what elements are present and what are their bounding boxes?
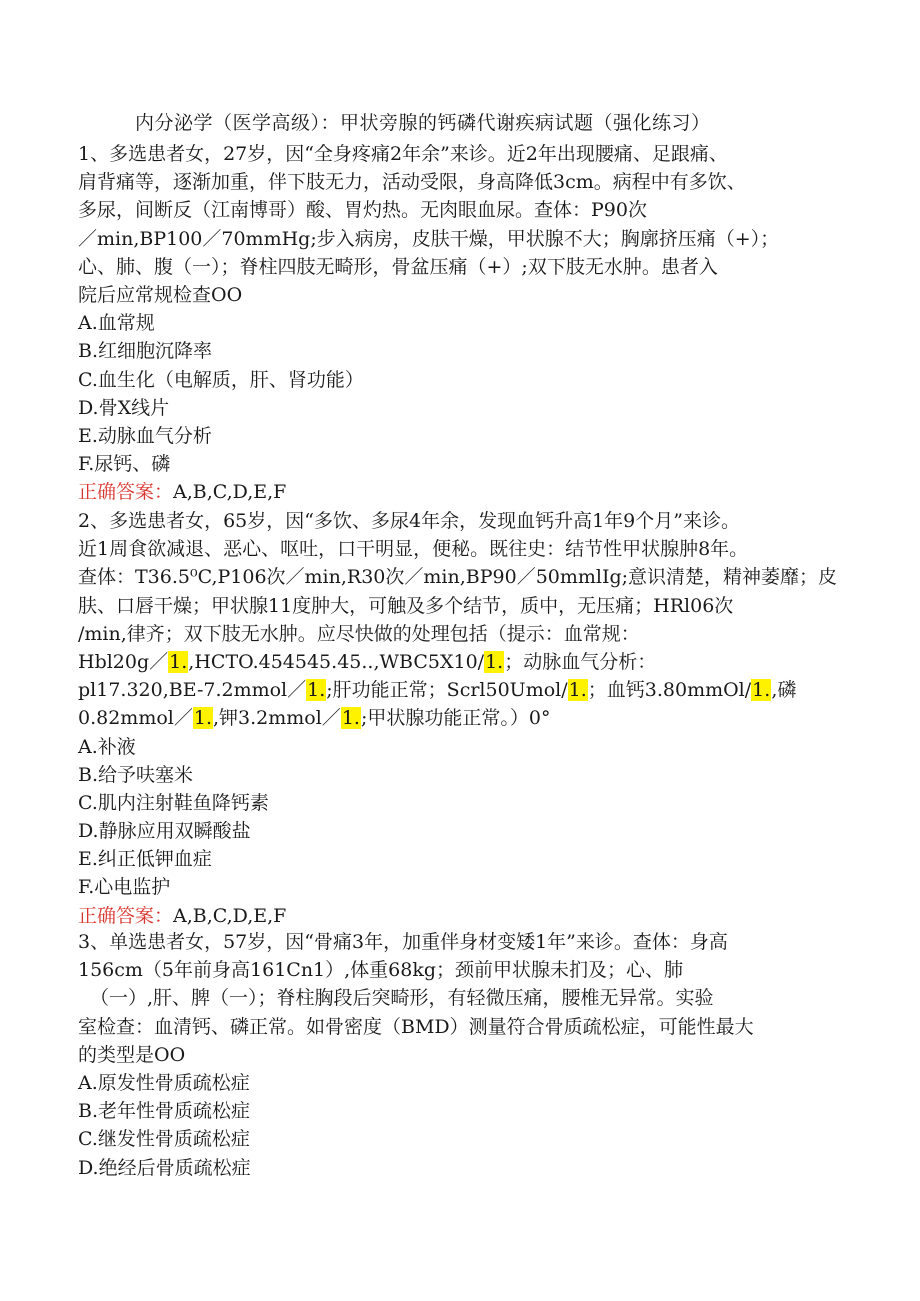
text-segment: ；动脉血气分析： xyxy=(504,650,657,673)
question-1-option-c: C.血生化（电解质，肝、肾功能） xyxy=(78,368,364,391)
highlight-mark: 1. xyxy=(752,679,771,702)
text-segment: ,HCTO.454545.45..,WBC5X10/ xyxy=(188,650,485,673)
question-1-option-d: D.骨X线片 xyxy=(78,396,170,419)
question-1-stem-line: 1、多选患者女，27岁，因“全身疼痛2年余”来诊。近2年出现腰痛、足跟痛、 xyxy=(78,143,728,165)
question-2-option-d: D.静脉应用双瞬酸盐 xyxy=(78,820,251,843)
question-2-answer xyxy=(78,902,838,930)
question-2-option-b: B.给予呋塞米 xyxy=(78,763,194,786)
question-1-stem-line: 院后应常规检查OO xyxy=(78,283,243,306)
question-1-answer xyxy=(78,478,838,506)
question-3 xyxy=(78,928,838,1182)
question-3-option-b: B.老年性骨质疏松症 xyxy=(78,1100,251,1123)
question-3-option-c: C.继发性骨质疏松症 xyxy=(78,1128,250,1151)
question-1-stem-line: 心、肺、腹（一）；脊柱四肢无畸形，骨盆压痛（+）;双下肢无水肿。患者入 xyxy=(78,255,718,278)
question-2 xyxy=(78,507,838,930)
text-segment: ;肝功能正常；Scrl50Umol/ xyxy=(326,679,568,702)
question-2-stem-line xyxy=(78,648,838,676)
answer-value: A,B,C,D,E,F xyxy=(173,904,287,927)
text-segment: Hbl20g／ xyxy=(78,650,169,673)
question-1-stem-line: 肩背痛等，逐渐加重，伴下肢无力，活动受限，身高降低3cm。病程中有多饮、 xyxy=(78,171,746,194)
question-2-stem-line: 2、多选患者女，65岁，因“多饮、多尿4年余，发现血钙升高1年9个月”来诊。 xyxy=(78,510,740,532)
question-1 xyxy=(78,140,838,506)
question-2-option-f: F.心电监护 xyxy=(78,876,171,899)
text-segment: ,磷 xyxy=(771,679,797,702)
highlight-mark: 1. xyxy=(341,707,360,730)
question-2-option-e: E.纠正低钾血症 xyxy=(78,848,212,871)
text-segment: ;甲状腺功能正常。）0° xyxy=(360,707,551,730)
question-3-stem-line: （一）,肝、脾（一）；脊柱胸段后突畸形，有轻微压痛，腰椎无异常。实验 xyxy=(90,987,714,1010)
question-2-stem-line xyxy=(78,676,838,704)
question-3-stem-line: 156cm（5年前身高161Cn1）,体重68kg；颈前甲状腺未扪及；心、肺 xyxy=(78,959,684,982)
highlight-mark: 1. xyxy=(485,650,504,673)
question-1-option-f: F.尿钙、磷 xyxy=(78,453,171,476)
highlight-mark: 1. xyxy=(193,707,212,730)
question-2-stem-line: 近1周食欲减退、恶心、呕吐，口干明显，便秘。既往史：结节性甲状腺肿8年。 xyxy=(78,538,749,561)
question-1-stem-line: ／min,BP100／70mmHg;步入病房，皮肤干燥，甲状腺不大；胸廓挤压痛（+）； xyxy=(78,227,780,250)
highlight-mark: 1. xyxy=(568,679,587,702)
question-2-option-c: C.肌内注射鞋鱼降钙素 xyxy=(78,791,269,814)
highlight-mark: 1. xyxy=(169,650,188,673)
question-2-stem-line: /min,律齐；双下肢无水肿。应尽快做的处理包括（提示：血常规： xyxy=(78,622,640,645)
answer-label: 正确答案： xyxy=(78,481,174,504)
question-2-stem-line: 肤、口唇干燥；甲状腺11度肿大，可触及多个结节，质中，无压痛；HRl06次 xyxy=(78,594,734,617)
question-1-option-e: E.动脉血气分析 xyxy=(78,424,212,447)
question-3-stem-line: 3、单选患者女，57岁，因“骨痛3年，加重伴身材变矮1年”来诊。查体：身高 xyxy=(78,931,728,953)
question-3-option-a: A.原发性骨质疏松症 xyxy=(78,1071,250,1094)
question-2-stem-line: 查体：T36.5⁰C,P106次／min,R30次／min,BP90／50mmlIg;意识清楚，精神萎靡；皮 xyxy=(78,566,838,589)
answer-label: 正确答案： xyxy=(78,904,174,927)
text-segment: ；血钙3.80mmOl/ xyxy=(587,679,752,702)
answer-value: A,B,C,D,E,F xyxy=(173,481,287,504)
highlight-mark: 1. xyxy=(307,679,326,702)
question-3-stem-line: 的类型是OO xyxy=(78,1043,186,1066)
text-segment: ,钾3.2mmol／ xyxy=(213,707,341,730)
question-1-option-a: A.血常规 xyxy=(78,312,155,335)
question-1-option-b: B.红细胞沉降率 xyxy=(78,340,213,363)
text-segment: pl17.320,BE-7.2mmol／ xyxy=(78,679,307,702)
question-2-stem-line xyxy=(78,704,838,732)
text-segment: 0.82mmol／ xyxy=(78,707,193,730)
question-3-option-d: D.绝经后骨质疏松症 xyxy=(78,1156,251,1179)
question-1-stem-line: 多尿，间断反（江南博哥）酸、胃灼热。无肉眼血尿。查体：P90次 xyxy=(78,199,647,222)
document-title: 内分泌学（医学高级）：甲状旁腺的钙磷代谢疾病试题（强化练习） xyxy=(135,112,711,134)
question-3-stem-line: 室检查：血清钙、磷正常。如骨密度（BMD）测量符合骨质疏松症，可能性最大 xyxy=(78,1015,754,1038)
question-2-option-a: A.补液 xyxy=(78,735,136,758)
